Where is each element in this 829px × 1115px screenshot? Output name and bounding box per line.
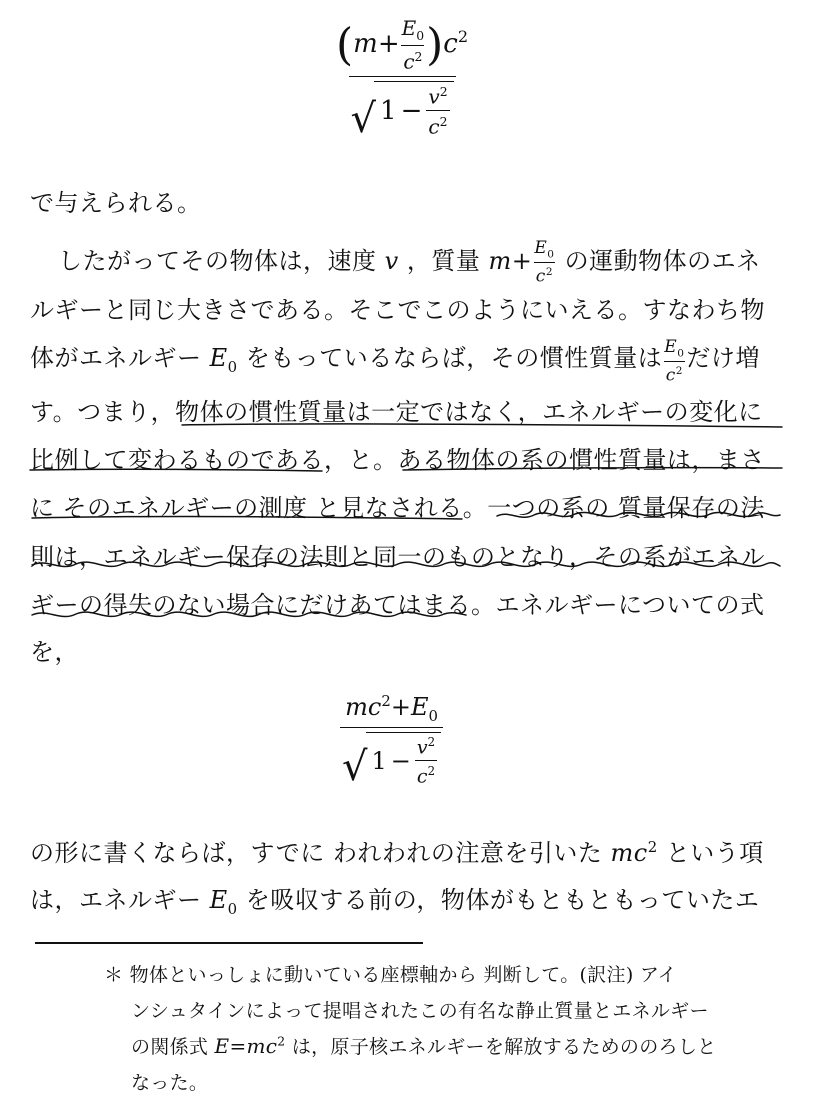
body-line-9: ギーの得失のない場合にだけあてはまる。エネルギーについての式 <box>30 591 765 619</box>
footnote-line-2: ンシュタインによって提唱されたこの有名な静止質量とエネルギー <box>131 1000 709 1022</box>
footnote-line-4: なった。 <box>131 1072 209 1094</box>
body-line-1: で与えられる。 <box>30 189 202 217</box>
body-line-6: 比例して変わるものである，と。ある物体の系の慣性質量は，まさ <box>30 446 765 474</box>
footnote-line-1: ＊ 物体といっしょに動いている座標軸から 判断して。(訳注) アイ <box>104 964 677 986</box>
body-line-4: 体がエネルギー $E_0$ をもっているならば，その慣性質量は $\frac{E_0}{c^2}$ だけ増 <box>30 337 760 387</box>
body-line-2: したがってその物体は，速度 v ，質量 m+ $\frac{E_0}{c^2}$ の運動物体のエネ <box>58 238 761 288</box>
body-line-3: ルギーと同じ大きさである。そこでこのようにいえる。すなわち物 <box>30 296 765 324</box>
body-line-7: に そのエネルギーの測度 と見なされる。一つの系の 質量保存の法 <box>30 494 765 522</box>
body-line-11: の形に書くならば，すでに われわれの注意を引いた $mc^2$ という項 <box>30 838 764 867</box>
formula-top: (m+ $\frac{E_0}{c^2}$ )$c^2$ √ 1 − $\frac{v^2}{c^2}$ <box>336 16 469 142</box>
body-line-8: 則は，エネルギー保存の法則と同一のものとなり，その系がエネル <box>30 543 765 571</box>
footnote-divider <box>35 942 423 944</box>
formula-middle: $mc^2+E_0$ √ 1 − $\frac{v^2}{c^2}$ <box>340 692 443 787</box>
body-line-5: す。つまり，物体の慣性質量は一定ではなく，エネルギーの変化に <box>30 398 763 426</box>
body-line-10: を， <box>30 638 79 666</box>
footnote-line-3: の関係式 $E=mc^2$ は，原子核エネルギーを解放するためののろしと <box>131 1033 717 1058</box>
body-line-12: は，エネルギー $E_0$ を吸収する前の，物体がもともともっていたエ <box>30 886 760 918</box>
